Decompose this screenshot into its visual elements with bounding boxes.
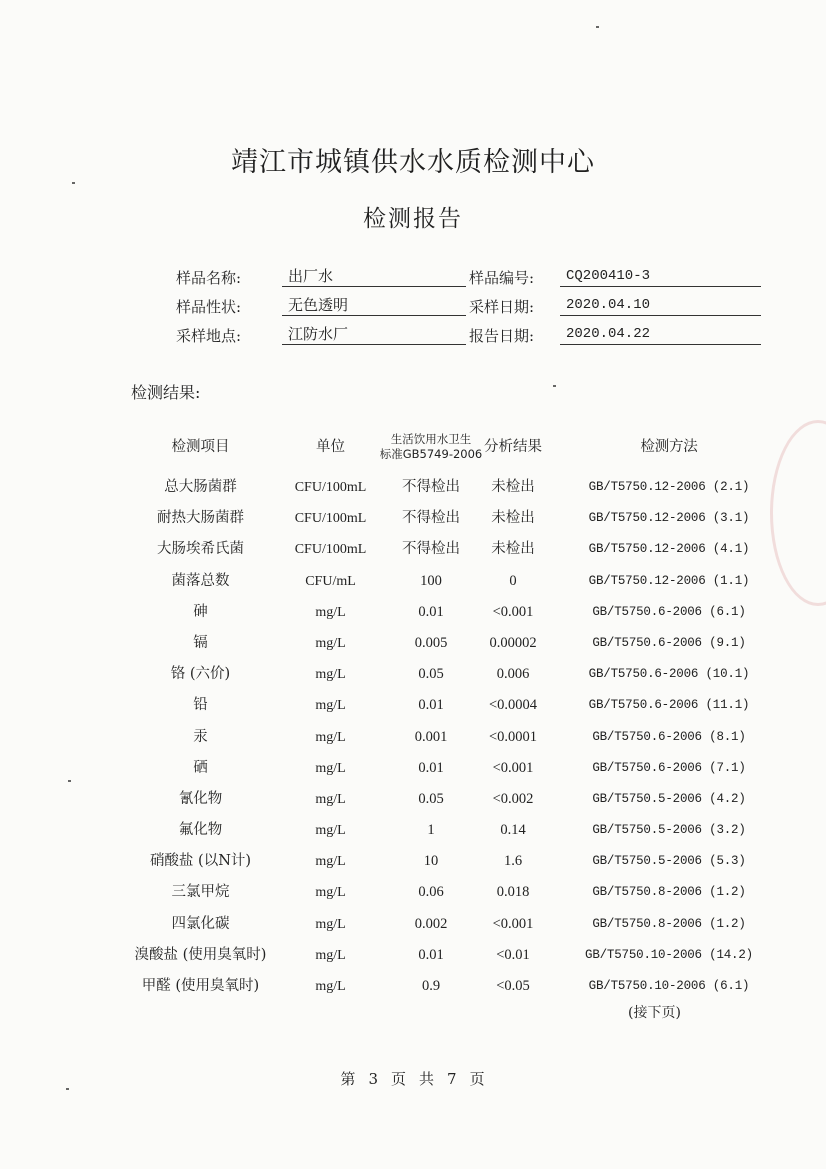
row-item: 硒 [193,759,208,776]
table-row [108,909,768,940]
row-method: GB/T5750.8-2006 (1.2) [592,885,746,900]
row-method: GB/T5750.6-2006 (11.1) [588,698,750,713]
row-result: 未检出 [491,510,535,527]
row-result: <0.001 [492,915,534,932]
row-result: <0.002 [492,790,534,807]
footer-page-unit: 页 [390,1070,407,1088]
row-unit: mg/L [315,729,346,745]
table-row [108,690,768,721]
row-unit: mg/L [315,635,346,651]
row-item: 甲醛 (使用臭氧时) [141,978,260,994]
row-item: 大肠埃希氏菌 [157,541,244,558]
row-unit: mg/L [315,885,346,901]
header-standard-line2: 标准GB5749-2006 [379,447,483,461]
row-item: 硝酸盐 (以N计) [149,853,252,870]
table-row [108,659,768,690]
row-result: <0.05 [496,978,530,994]
table-row [108,940,768,971]
table-row [108,753,768,784]
row-method: GB/T5750.5-2006 (3.2) [592,823,746,838]
row-result: <0.0004 [488,697,538,714]
row-result: 未检出 [491,479,535,495]
row-unit: mg/L [315,760,346,776]
row-result: 未检出 [491,541,535,558]
header-unit: 单位 [316,439,345,455]
row-standard: 0.001 [414,728,448,745]
header-result: 分析结果 [484,439,542,455]
sample-name-value: 出厂水 [282,266,466,287]
table-header [108,432,768,472]
row-method: GB/T5750.6-2006 (6.1) [592,604,746,619]
row-result: 0.14 [500,822,526,839]
row-method: GB/T5750.10-2006 (14.2) [585,947,753,962]
row-item: 汞 [193,728,208,745]
footer-prefix: 第 [340,1070,357,1088]
row-item: 氟化物 [178,822,223,839]
row-item: 砷 [193,603,208,620]
results-label: 检测结果: [131,383,201,402]
scan-speck [553,385,556,387]
row-standard: 0.9 [421,978,441,994]
continue-note: (接下页) [628,1005,681,1021]
row-unit: CFU/100mL [294,511,367,527]
table-row [108,534,768,565]
row-item: 四氯化碳 [171,915,230,932]
header-method: 检测方法 [640,439,698,455]
row-method: GB/T5750.8-2006 (1.2) [592,916,746,931]
footer-total-pages: 7 [447,1070,458,1088]
sample-name-label: 样品名称: [176,269,242,287]
row-item: 总大肠菌群 [164,479,237,495]
row-item: 镉 [193,634,208,651]
table-row [108,472,768,503]
row-unit: mg/L [315,979,346,994]
row-item: 菌落总数 [171,572,230,589]
row-unit: mg/L [315,947,346,963]
header-item: 检测项目 [171,439,230,455]
row-standard: 0.01 [418,946,444,963]
row-standard: 不得检出 [402,510,460,527]
row-standard: 0.06 [418,884,444,901]
table-body [108,472,768,1002]
table-row [108,971,768,1002]
row-result: <0.001 [492,603,534,620]
row-standard: 不得检出 [402,541,460,558]
scan-speck [72,182,75,184]
row-result: <0.0001 [488,728,538,745]
row-result: 0.006 [496,666,530,683]
scan-speck [596,26,599,28]
row-result: 0 [509,572,517,589]
row-result: 0.018 [496,884,530,901]
row-standard: 100 [420,572,442,589]
row-method: GB/T5750.6-2006 (7.1) [592,760,746,775]
row-standard: 10 [423,853,439,870]
table-row [108,597,768,628]
row-method: GB/T5750.5-2006 (4.2) [592,791,746,806]
table-row [108,877,768,908]
row-method: GB/T5750.12-2006 (1.1) [588,573,750,588]
row-standard: 0.002 [414,915,448,932]
sample-number-label: 样品编号: [469,269,535,287]
row-unit: mg/L [315,604,346,620]
row-unit: mg/L [315,791,346,807]
sampling-date-label: 采样日期: [469,298,535,316]
row-standard: 0.05 [418,790,444,807]
row-method: GB/T5750.6-2006 (9.1) [592,635,746,650]
row-unit: mg/L [315,698,346,714]
row-unit: CFU/100mL [294,480,367,495]
row-unit: mg/L [315,823,346,839]
sampling-location-value: 江防水厂 [282,324,466,345]
report-date-label: 报告日期: [469,327,535,345]
sample-property-label: 样品性状: [176,298,242,316]
table-row [108,846,768,877]
row-result: <0.01 [496,946,530,963]
row-method: GB/T5750.12-2006 (3.1) [588,511,750,526]
row-unit: mg/L [315,916,346,932]
row-item: 三氯甲烷 [171,884,230,901]
stamp-mark [770,420,826,606]
footer-total-prefix: 共 [419,1070,436,1088]
row-method: GB/T5750.12-2006 (4.1) [588,542,750,557]
sampling-date-value: 2020.04.10 [560,295,761,316]
row-method: GB/T5750.6-2006 (10.1) [588,667,750,682]
table-row [108,815,768,846]
row-standard: 不得检出 [402,479,460,495]
row-method: GB/T5750.6-2006 (8.1) [592,729,746,744]
footer-page-number: 3 [368,1070,379,1088]
row-result: 0.00002 [489,634,537,651]
table-row [108,784,768,815]
row-method: GB/T5750.5-2006 (5.3) [592,854,746,869]
footer-total-unit: 页 [469,1070,486,1088]
row-method: GB/T5750.10-2006 (6.1) [588,979,750,993]
page-footer [0,1068,826,1089]
row-result: <0.001 [492,759,534,776]
row-item: 铬 (六价) [170,666,231,683]
scan-speck [68,780,71,782]
row-item: 耐热大肠菌群 [157,510,244,527]
table-row [108,628,768,659]
document-title: 检测报告 [363,206,463,232]
row-standard: 0.01 [418,697,444,714]
header-standard-line1: 生活饮用水卫生 [390,432,472,446]
results-table [108,432,768,1002]
row-item: 氰化物 [178,790,223,807]
row-unit: CFU/100mL [294,542,367,558]
row-unit: CFU/mL [305,573,356,589]
row-standard: 1 [427,822,435,839]
row-unit: mg/L [315,854,346,870]
row-method: GB/T5750.12-2006 (2.1) [588,480,750,494]
report-date-value: 2020.04.22 [560,324,761,345]
row-standard: 0.005 [414,634,448,651]
row-item: 铅 [193,697,208,714]
row-standard: 0.01 [418,603,444,620]
row-unit: mg/L [315,667,346,683]
table-row [108,566,768,597]
sample-property-value: 无色透明 [282,295,466,316]
row-standard: 0.05 [418,666,444,683]
table-row [108,503,768,534]
sampling-location-label: 采样地点: [176,327,242,345]
row-result: 1.6 [503,853,523,870]
table-row [108,722,768,753]
row-item: 溴酸盐 (使用臭氧时) [134,946,267,963]
sample-number-value: CQ200410-3 [560,266,761,287]
row-standard: 0.01 [418,759,444,776]
organization-title: 靖江市城镇供水水质检测中心 [231,147,595,178]
